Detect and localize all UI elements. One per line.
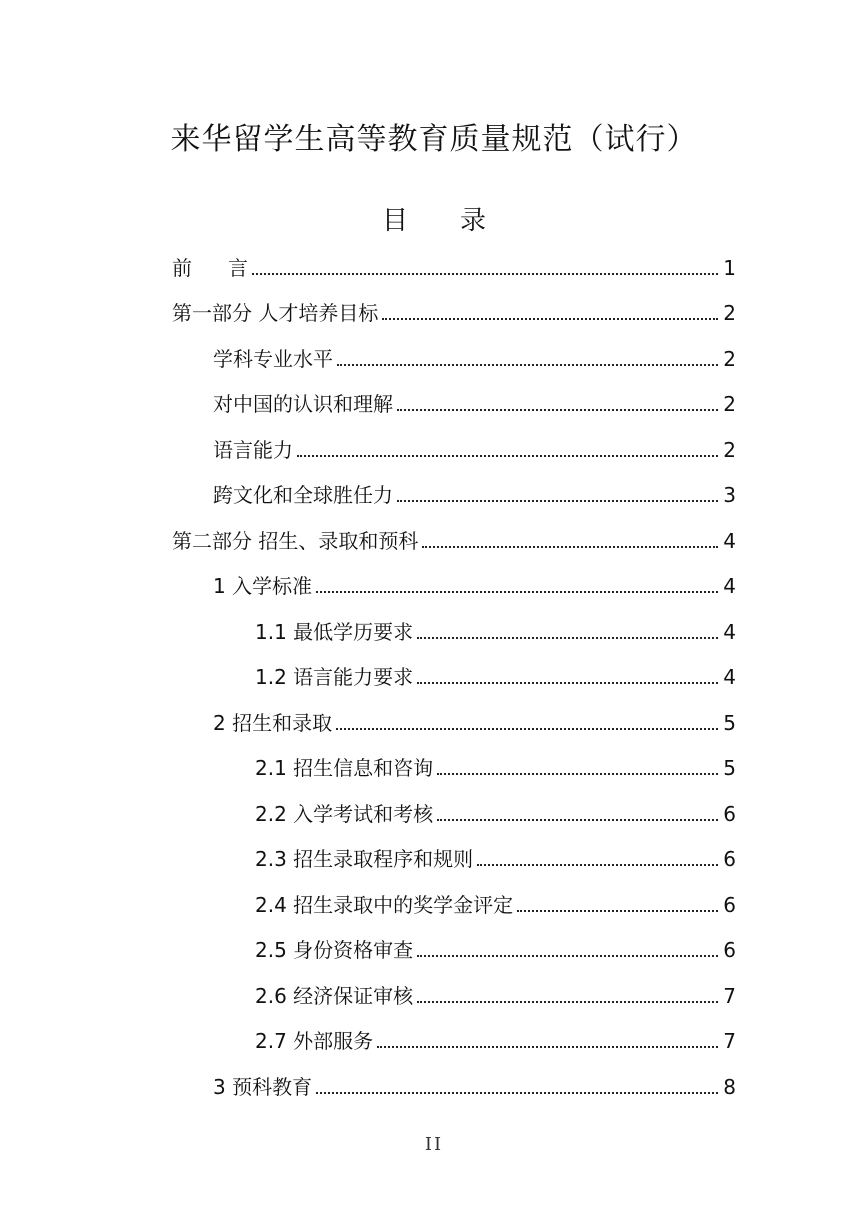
toc-entry-page: 5 [723,711,736,735]
toc-entry-page: 3 [723,483,736,507]
toc-entry-label: 跨文化和全球胜任力 [213,483,393,507]
dot-leader [437,819,718,821]
dot-leader [382,318,718,320]
toc-entry-page: 7 [723,984,736,1008]
dot-leader [397,500,718,502]
dot-leader [316,1092,718,1094]
dot-leader [397,409,718,411]
toc-entry-label: 1.1 最低学历要求 [255,620,414,644]
toc-entry-label: 2.7 外部服务 [255,1029,374,1053]
toc-entry-page: 1 [723,256,736,280]
toc-entry[interactable] [255,887,736,917]
toc-entry[interactable] [213,432,736,462]
toc-entry-page: 4 [723,529,736,553]
toc-entry[interactable] [255,750,736,780]
toc-entry-label: 第二部分 招生、录取和预科 [172,529,419,553]
toc-entry-label: 1.2 语言能力要求 [255,665,414,689]
toc-entry[interactable] [213,341,736,371]
page-number: II [424,1134,444,1155]
toc-entry-part-2[interactable] [172,523,736,553]
dot-leader [437,773,718,775]
toc-entry-label: 2.6 经济保证审核 [255,984,414,1008]
toc-heading-right: 录 [460,206,487,236]
toc-entry-label: 学科专业水平 [213,347,333,371]
dot-leader [417,682,718,684]
toc-entry-page: 4 [723,574,736,598]
toc-entry-page: 6 [723,893,736,917]
toc-entry-label: 第一部分 人才培养目标 [172,301,379,325]
toc-entry[interactable] [255,614,736,644]
dot-leader [417,637,718,639]
toc-entry[interactable] [213,477,736,507]
dot-leader [417,955,718,957]
toc-entry[interactable] [255,978,736,1008]
toc-entry[interactable] [255,841,736,871]
toc-heading-left: 目 [381,206,408,236]
dot-leader [517,910,718,912]
toc-entry-page: 2 [723,392,736,416]
toc-entry-label: 2.3 招生录取程序和规则 [255,847,474,871]
toc-entry-page: 4 [723,665,736,689]
toc-entry-label: 前 言 [172,256,248,280]
toc-entry[interactable] [255,659,736,689]
dot-leader [377,1046,718,1048]
toc-entry-page: 5 [723,756,736,780]
toc-entry-page: 6 [723,847,736,871]
dot-leader [252,273,718,275]
dot-leader [337,364,718,366]
toc-entry-part-1[interactable] [172,295,736,325]
toc-entry-label: 1 入学标准 [213,574,313,598]
toc-entry[interactable] [213,1069,736,1099]
toc-entry[interactable] [255,796,736,826]
dot-leader [336,728,718,730]
dot-leader [477,864,718,866]
toc-entry-label: 2.2 入学考试和考核 [255,802,434,826]
toc-entry-page: 2 [723,301,736,325]
toc-entry-label: 2 招生和录取 [213,711,333,735]
toc-entry-page: 8 [723,1075,736,1099]
toc-entry[interactable] [213,386,736,416]
toc-entry-page: 7 [723,1029,736,1053]
toc-entry[interactable] [213,705,736,735]
toc-entry-page: 6 [723,802,736,826]
toc-entry-label: 3 预科教育 [213,1075,313,1099]
toc-entry-page: 6 [723,938,736,962]
toc-entry[interactable] [213,568,736,598]
toc-entry-preface[interactable] [172,250,736,280]
toc-entry-label: 语言能力 [213,438,293,462]
toc-entry-page: 2 [723,438,736,462]
dot-leader [316,591,718,593]
toc-entry-label: 2.5 身份资格审查 [255,938,414,962]
document-title: 来华留学生高等教育质量规范（试行） [170,122,698,157]
dot-leader [297,455,718,457]
toc-entry-label: 2.1 招生信息和咨询 [255,756,434,780]
dot-leader [417,1001,718,1003]
toc-entry[interactable] [255,932,736,962]
toc-entry-label: 对中国的认识和理解 [213,392,393,416]
toc-entry[interactable] [255,1023,736,1053]
toc-entry-page: 4 [723,620,736,644]
toc-entry-page: 2 [723,347,736,371]
toc-entry-label: 2.4 招生录取中的奖学金评定 [255,893,514,917]
dot-leader [422,546,718,548]
